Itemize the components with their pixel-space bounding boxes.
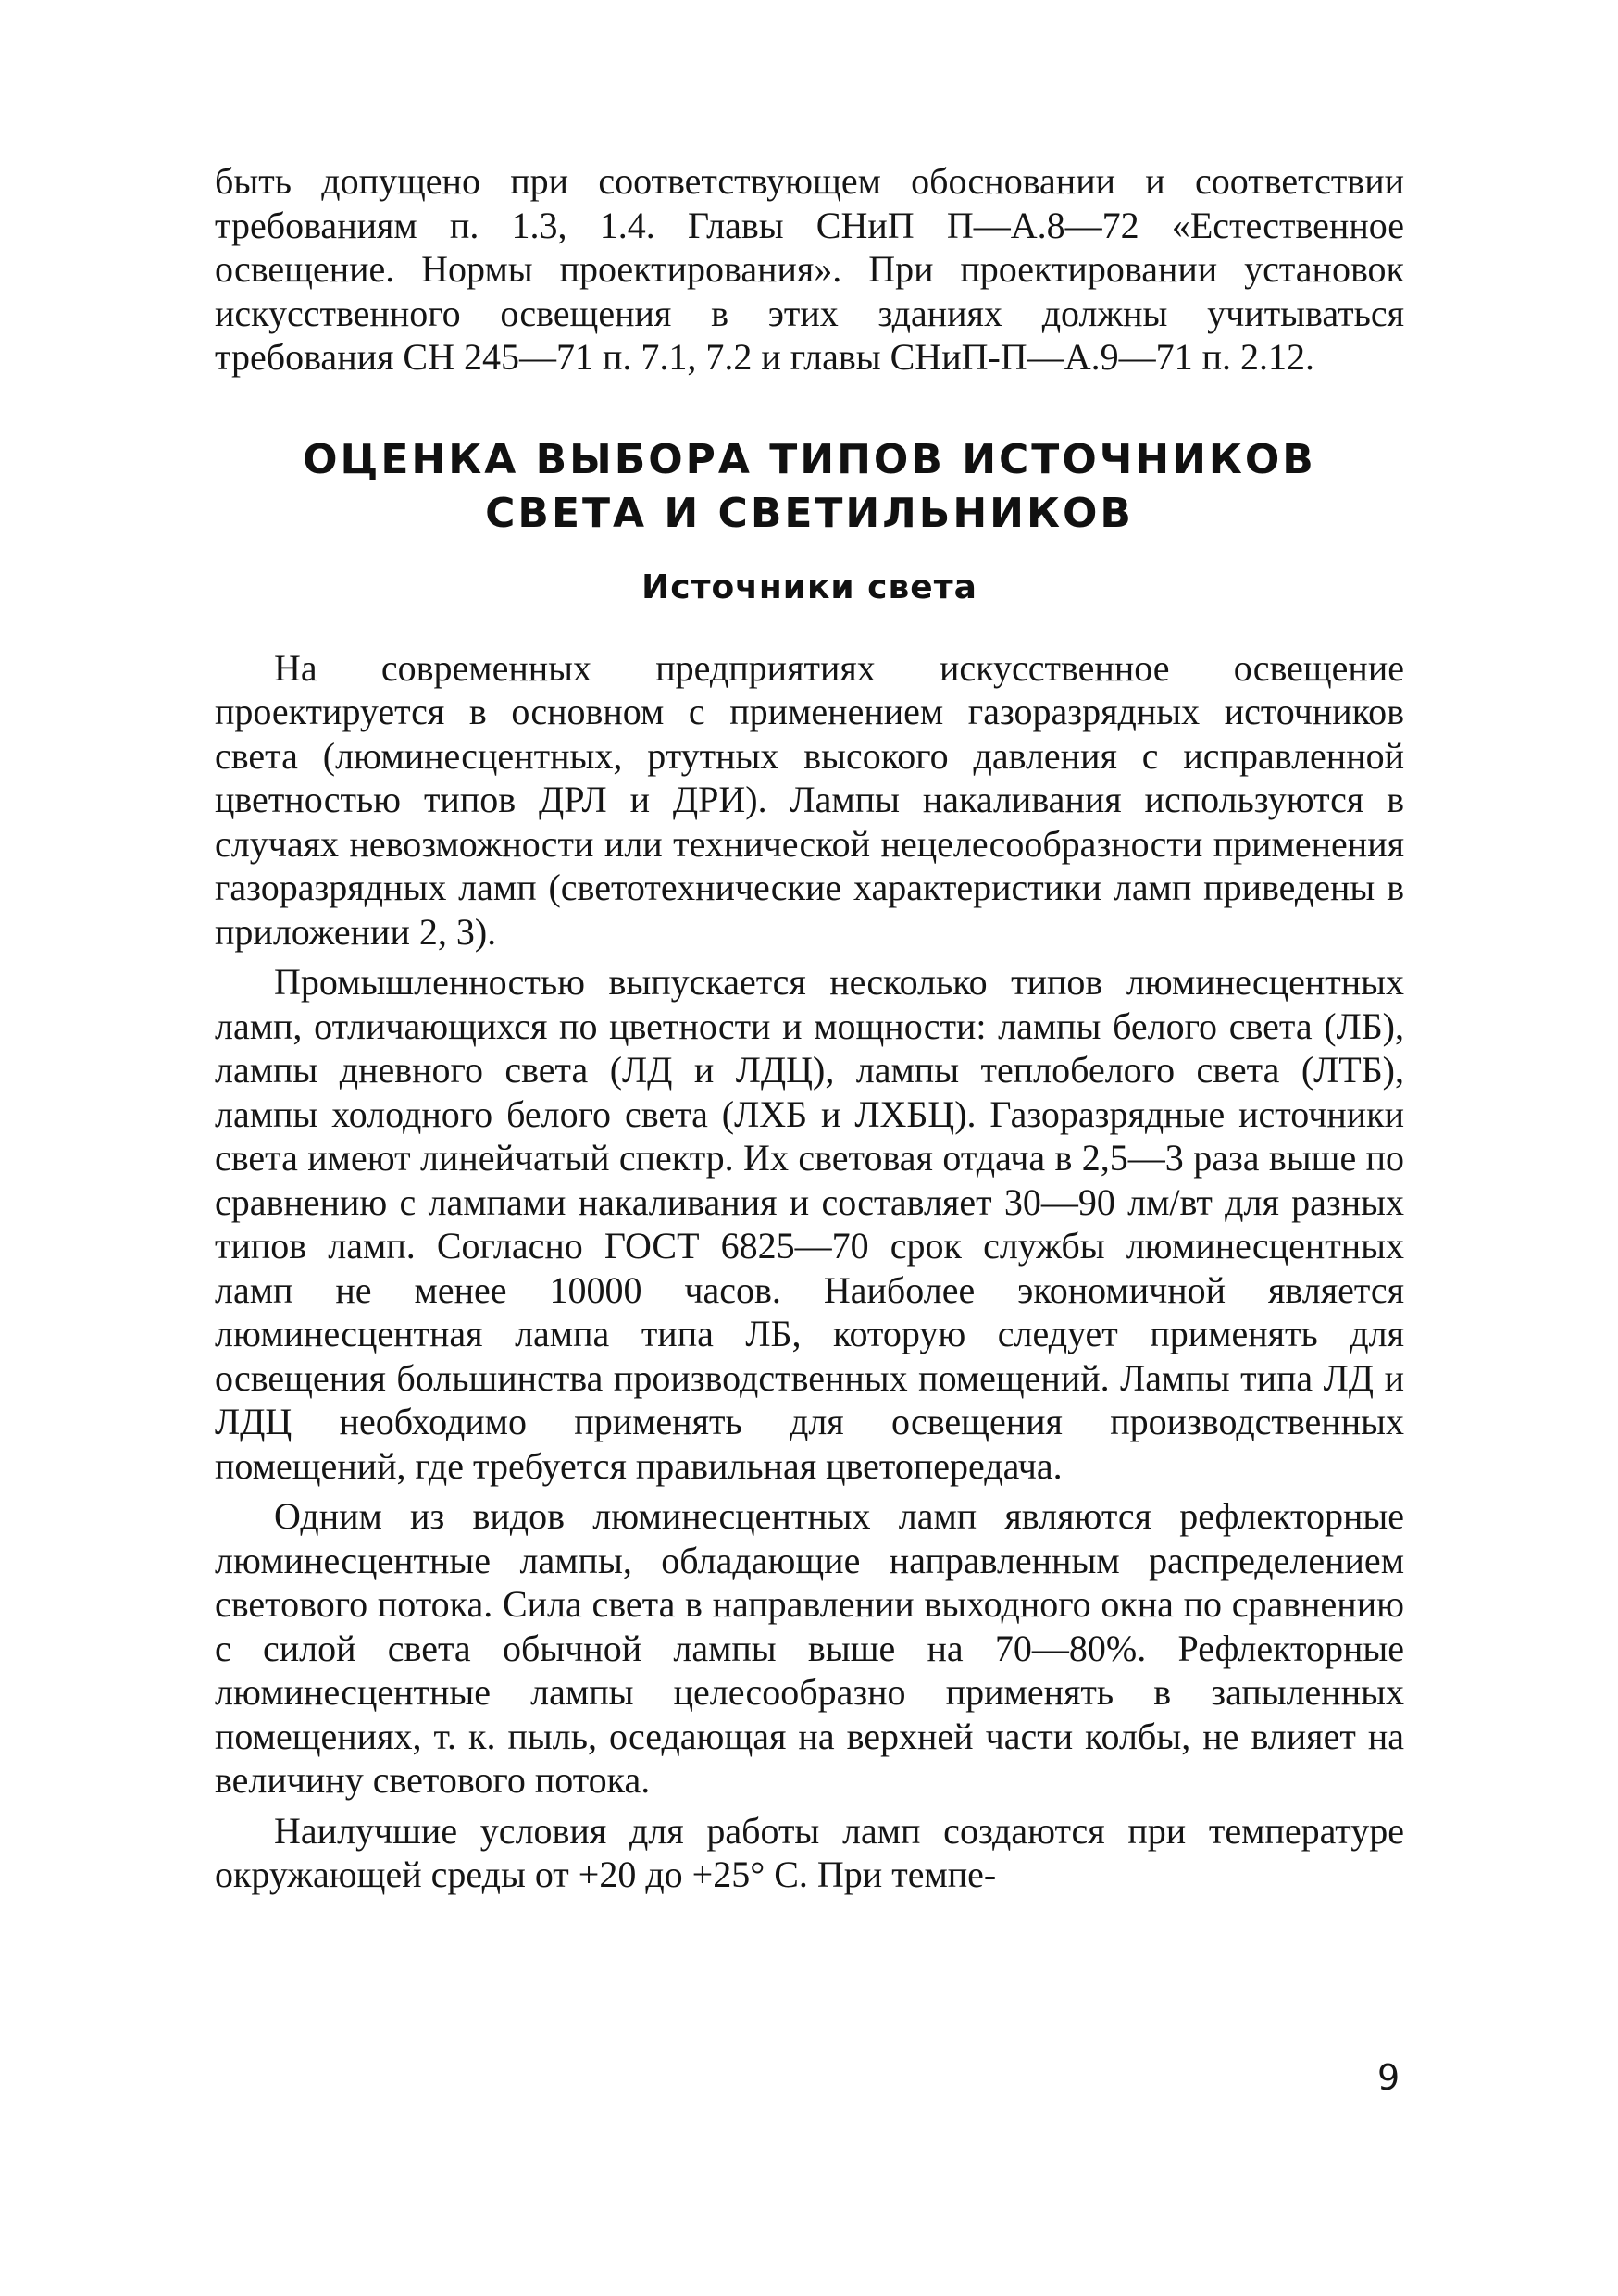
section-title-line-1: ОЦЕНКА ВЫБОРА ТИПОВ ИСТОЧНИКОВ xyxy=(303,435,1316,483)
paragraph-operating-conditions: Наилучшие условия для работы ламп создаются при температуре окружающей среды от +20 до +25° С. При темпе- xyxy=(215,1809,1404,1895)
paragraph-fluorescent-types: Промышленностью выпускается несколько типов люминесцентных ламп, отличающихся по цветности и мощности: лампы белого света (ЛБ), лампы дневного света (ЛД и ЛДЦ), лампы теплобелого света (ЛТБ), лампы холодного белого света (ЛХБ и ЛХБЦ). Газоразрядные источники света имеют линейчатый спектр. Их световая отдача в 2,5—3 раза выше по сравнению с лампами накаливания и составляет 30—90 лм/вт для разных типов ламп. Согласно ГОСТ 6825—70 срок службы люминесцентных ламп не менее 10000 часов. Наиболее экономичной является люминесцентная лампа типа ЛБ, которую следует применять для освещения большинства производственных помещений. Лампы типа ЛД и ЛДЦ необходимо применять для освещения производственных помещений, где требуется правильная цветопередача. xyxy=(215,961,1404,1487)
subsection-title: Источники света xyxy=(641,568,977,606)
paragraph-reflector-lamps: Одним из видов люминесцентных ламп являются рефлекторные люминесцентные лампы, обладающие направленным распределением светового потока. Сила света в направлении выходного окна по сравнению с силой света обычной лампы выше на 70—80%. Рефлекторные люминесцентные лампы целесообразно применять в запыленных помещениях, т. к. пыль, оседающая на верхней части колбы, не влияет на величину светового потока. xyxy=(215,1495,1404,1801)
section-title-line-2: СВЕТА И СВЕТИЛЬНИКОВ xyxy=(485,489,1134,537)
paragraph-continuation: быть допущено при соответствующем обосновании и соответствии требованиям п. 1.3, 1.4. Главы СНиП П—А.8—72 «Естественное освещение. Нормы проектирования». При проектировании установок искусственного освещения в этих зданиях должны учитываться требования СН 245—71 п. 7.1, 7.2 и главы СНиП-П—А.9—71 п. 2.12. xyxy=(215,160,1404,378)
page-content xyxy=(215,159,1404,1897)
page-number: 9 xyxy=(1377,2057,1400,2098)
section-title xyxy=(215,433,1404,541)
paragraph-light-sources: На современных предприятиях искусственное освещение проектируется в основном с применением газоразрядных источников света (люминесцентных, ртутных высокого давления с исправленной цветностью типов ДРЛ и ДРИ). Лампы накаливания используются в случаях невозможности или технической нецелесообразности применения газоразрядных ламп (светотехнические характеристики ламп приведены в приложении 2, 3). xyxy=(215,646,1404,953)
